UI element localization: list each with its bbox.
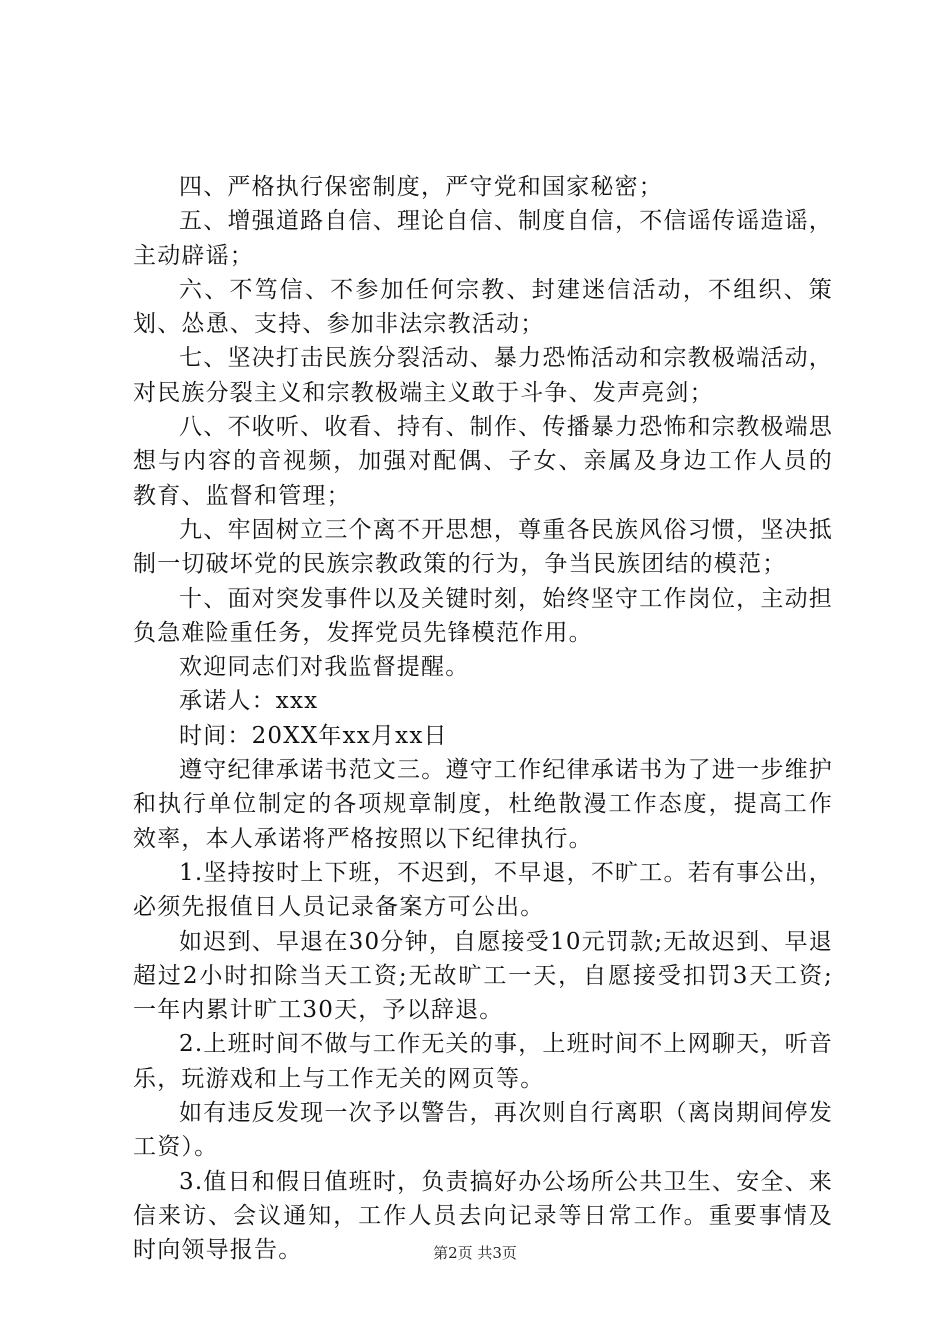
paragraph-10: 十、面对突发事件以及关键时刻，始终坚守工作岗位，主动担负急难险重任务，发挥党员先锋模范作用。 xyxy=(133,585,833,646)
date-line: 时间：20XX年xx月xx日 xyxy=(179,722,448,749)
paragraph-6: 六、不笃信、不参加任何宗教、封建迷信活动，不组织、策划、怂恿、支持、参加非法宗教活动； xyxy=(133,276,833,338)
closing-remark: 欢迎同志们对我监督提醒。 xyxy=(179,654,470,681)
paragraph-8: 八、不收听、收看、持有、制作、传播暴力恐怖和宗教极端思想与内容的音视频，加强对配偶、子女、亲属及身边工作人员的教育、监督和管理； xyxy=(133,414,833,509)
rule-1-penalty: 如迟到、早退在30分钟，自愿接受10元罚款;无故迟到、早退超过2小时扣除当天工资;无故旷工一天，自愿接受扣罚3天工资;一年内累计旷工30天，予以辞退。 xyxy=(133,928,833,1024)
rule-2-penalty: 如有违反发现一次予以警告，再次则自行离职（离岗期间停发工资）。 xyxy=(133,1100,833,1161)
page-number-footer: 第2页 共3页 xyxy=(433,1244,517,1262)
rule-1: 1.坚持按时上下班，不迟到，不早退，不旷工。若有事公出，必须先报值日人员记录备案方可公出。 xyxy=(133,859,833,921)
signatory-line: 承诺人：xxx xyxy=(179,688,319,715)
sample-three-intro: 遵守纪律承诺书范文三。遵守工作纪律承诺书为了进一步维护和执行单位制定的各项规章制度，杜绝散漫工作态度，提高工作效率，本人承诺将严格按照以下纪律执行。 xyxy=(133,757,833,852)
document-body xyxy=(133,170,833,1268)
paragraph-4: 四、严格执行保密制度，严守党和国家秘密； xyxy=(179,174,663,200)
paragraph-9: 九、牢固树立三个离不开思想，尊重各民族风俗习惯，坚决抵制一切破坏党的民族宗教政策的行为，争当民族团结的模范； xyxy=(133,516,833,578)
rule-3: 3.值日和假日值班时，负责搞好办公场所公共卫生、安全、来信来访、会议通知，工作人员去向记录等日常工作。重要事情及时向领导报告。 xyxy=(133,1168,833,1264)
rule-2: 2.上班时间不做与工作无关的事，上班时间不上网聊天，听音乐，玩游戏和上与工作无关的网页等。 xyxy=(133,1031,833,1092)
paragraph-7: 七、坚决打击民族分裂活动、暴力恐怖活动和宗教极端活动，对民族分裂主义和宗教极端主义敢于斗争、发声亮剑； xyxy=(133,345,833,406)
paragraph-5: 五、增强道路自信、理论自信、制度自信，不信谣传谣造谣，主动辟谣； xyxy=(133,208,833,269)
